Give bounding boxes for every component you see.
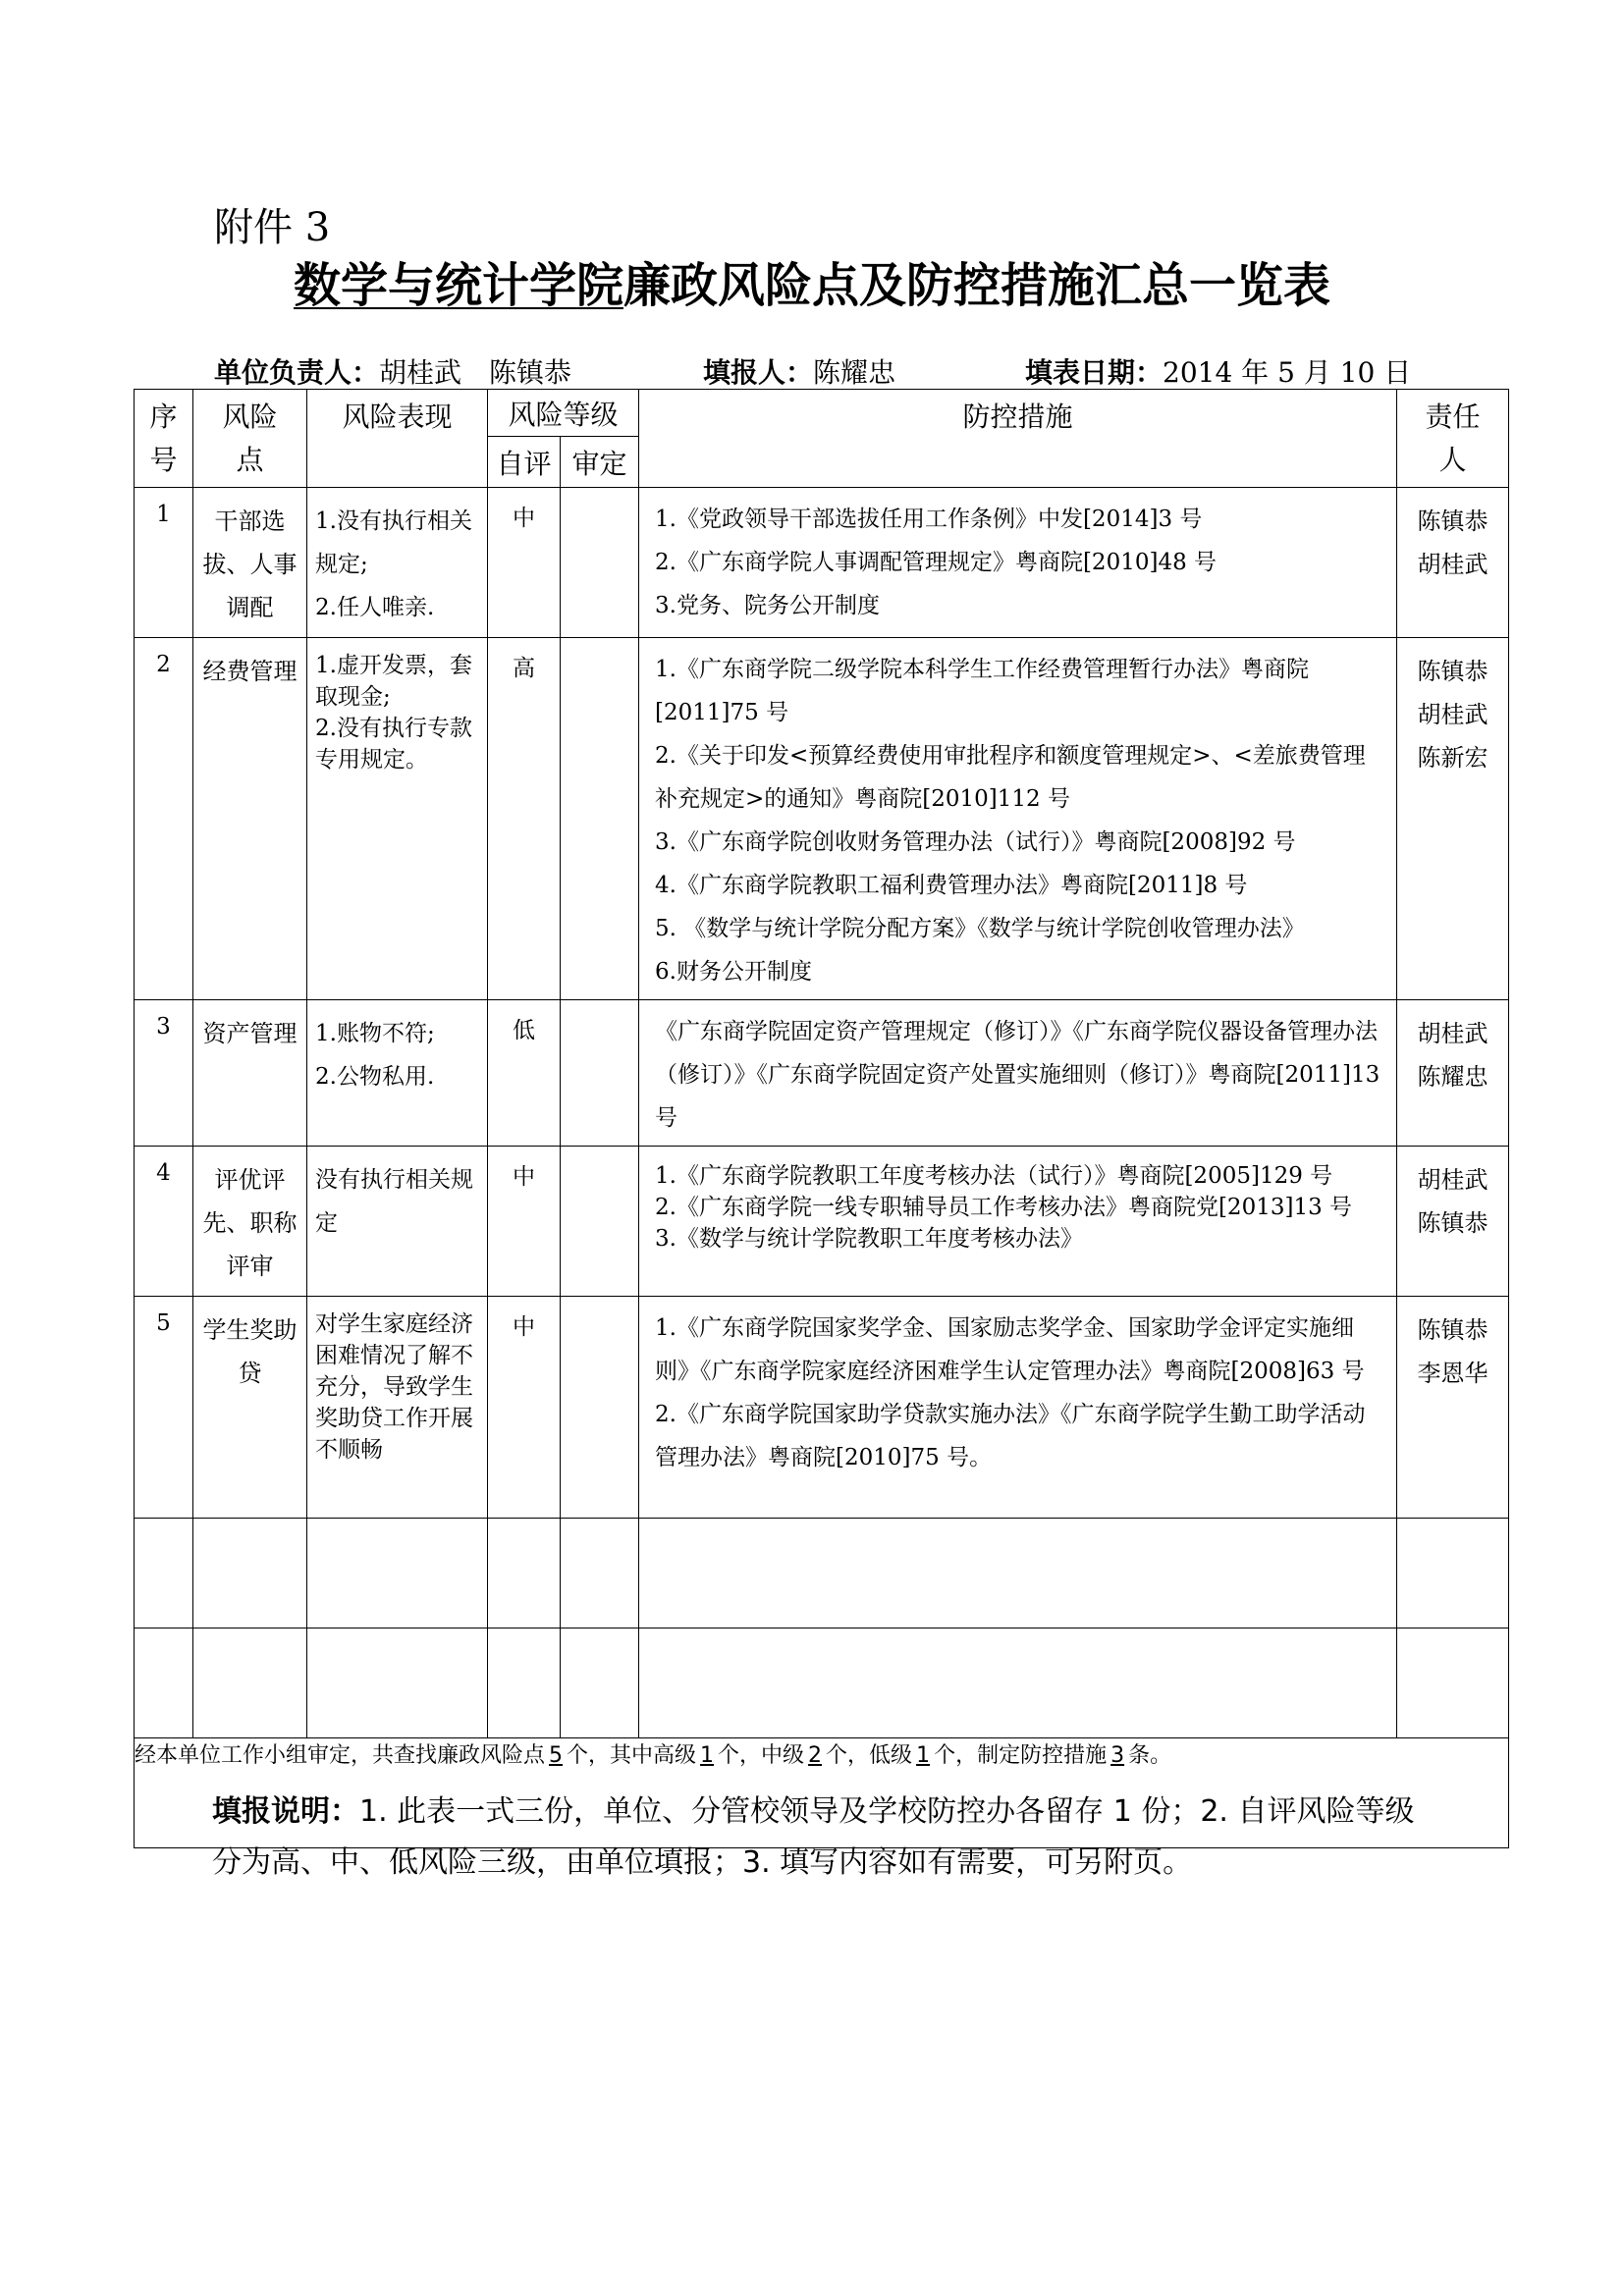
- reporter: [703, 351, 895, 391]
- responsible-text: 胡桂武 陈耀忠: [1417, 1020, 1489, 1091]
- risk-point-text: 评优评先、职称评审: [202, 1166, 298, 1280]
- header-measures: 防控措施: [639, 390, 1397, 488]
- row-responsible: [1397, 488, 1509, 638]
- header-self-eval: 自评: [488, 437, 561, 488]
- header-review: 审定: [561, 437, 639, 488]
- row-review: [561, 1297, 639, 1519]
- row-measures: [639, 1000, 1397, 1147]
- title-rest: 廉政风险点及防控措施汇总一览表: [623, 258, 1331, 313]
- row-self-eval: 高: [488, 638, 561, 1000]
- row-review: [561, 1147, 639, 1297]
- row-risk-point: [193, 1000, 307, 1147]
- reporter-label: 填报人：: [703, 356, 814, 389]
- measure-item: 1.《广东商学院国家奖学金、国家励志奖学金、国家助学金评定实施细则》《广东商学院家庭经济困难学生认定管理办法》粤商院[2008]63 号: [655, 1315, 1365, 1384]
- header-risk-level: 风险等级: [488, 390, 639, 437]
- unit-head-names: 胡桂武 陈镇恭: [379, 356, 572, 389]
- table-row: [135, 1297, 1509, 1519]
- date-label: 填表日期：: [1025, 356, 1164, 389]
- summary-row: 经本单位工作小组审定，共查找廉政风险点 5 个，其中高级 1 个，中级 2 个，低级 1 个，制定防控措施 3 条。: [135, 1738, 1509, 1848]
- row-manifestation: [307, 638, 488, 1000]
- row-self-eval: 中: [488, 1297, 561, 1519]
- row-risk-point: [193, 1297, 307, 1519]
- row-no: 1: [135, 488, 193, 638]
- responsible-text: 胡桂武 陈镇恭: [1417, 1166, 1489, 1237]
- manifestation-text: 对学生家庭经济困难情况了解不充分，导致学生奖助贷工作开展不顺畅: [315, 1311, 473, 1463]
- measure-item: 4.《广东商学院教职工福利费管理办法》粤商院[2011]8 号: [655, 873, 1248, 898]
- row-self-eval: 中: [488, 488, 561, 638]
- summary-high: 1: [700, 1743, 715, 1768]
- manifestation-text: 1.虚开发票，套取现金; 2.没有执行专款专用规定。: [315, 653, 472, 773]
- measure-item: 2.《广东商学院国家助学贷款实施办法》《广东商学院学生勤工助学活动管理办法》粤商院[2010]75 号。: [655, 1402, 1366, 1470]
- measure-item: 《广东商学院固定资产管理规定（修订）》《广东商学院仪器设备管理办法（修订）》《广东商学院固定资产处置实施细则（修订）》粤商院[2011]13 号: [655, 1019, 1380, 1131]
- row-manifestation: [307, 488, 488, 638]
- note-text: 1. 此表一式三份，单位、分管校领导及学校防控办各留存 1 份；2. 自评风险等级分为高、中、低风险三级，由单位填报；3. 填写内容如有需要，可另附页。: [212, 1794, 1415, 1880]
- manifestation-text: 没有执行相关规定: [315, 1167, 473, 1236]
- row-responsible: [1397, 638, 1509, 1000]
- unit-head-label: 单位负责人：: [214, 356, 380, 389]
- row-responsible: [1397, 1000, 1509, 1147]
- measure-item: 1.《广东商学院教职工年度考核办法（试行）》粤商院[2005]129 号: [655, 1163, 1333, 1189]
- row-risk-point: [193, 1147, 307, 1297]
- risk-point-text: 资产管理: [202, 1020, 298, 1047]
- measure-item: 2.《广东商学院人事调配管理规定》粤商院[2010]48 号: [655, 550, 1218, 575]
- measure-item: 5. 《数学与统计学院分配方案》《数学与统计学院创收管理办法》: [655, 916, 1305, 941]
- risk-rows: [135, 488, 1509, 1519]
- measure-item: 1.《广东商学院二级学院本科学生工作经费管理暂行办法》粤商院[2011]75 号: [655, 657, 1309, 725]
- header-manifestation: 风险表现: [307, 390, 488, 488]
- row-self-eval: 低: [488, 1000, 561, 1147]
- unit-head: [214, 351, 571, 391]
- row-risk-point: [193, 488, 307, 638]
- summary-total: 5: [549, 1743, 564, 1768]
- measure-item: 1.《党政领导干部选拔任用工作条例》中发[2014]3 号: [655, 507, 1203, 532]
- row-risk-point: [193, 638, 307, 1000]
- header-responsible: 责任人: [1397, 390, 1509, 488]
- risk-point-text: 学生奖助贷: [202, 1316, 298, 1387]
- manifestation-text: 1.没有执行相关规定; 2.任人唯亲.: [315, 508, 472, 620]
- summary-low: 1: [916, 1743, 931, 1768]
- manifestation-text: 1.账物不符; 2.公物私用.: [315, 1021, 435, 1090]
- reporter-name: 陈耀忠: [813, 356, 896, 389]
- note-label: 填报说明：: [212, 1794, 359, 1829]
- measure-item: 6.财务公开制度: [655, 959, 812, 985]
- empty-row: [135, 1519, 1509, 1629]
- risk-point-text: 经费管理: [202, 658, 298, 685]
- row-manifestation: [307, 1297, 488, 1519]
- summary-measures: 3: [1110, 1743, 1125, 1768]
- date-value: 2014 年 5 月 10 日: [1163, 356, 1412, 389]
- row-review: [561, 638, 639, 1000]
- measure-item: 2.《关于印发<预算经费使用审批程序和额度管理规定>、<差旅费管理补充规定>的通知》粤商院[2010]112 号: [655, 743, 1366, 812]
- row-measures: [639, 1147, 1397, 1297]
- row-review: [561, 488, 639, 638]
- table-row: [135, 488, 1509, 638]
- row-responsible: [1397, 1147, 1509, 1297]
- row-no: 5: [135, 1297, 193, 1519]
- row-no: 2: [135, 638, 193, 1000]
- risk-point-text: 干部选拔、人事调配: [202, 507, 298, 621]
- responsible-text: 陈镇恭 胡桂武: [1417, 507, 1489, 578]
- fill-date: [1025, 351, 1411, 391]
- responsible-text: 陈镇恭 胡桂武 陈新宏: [1417, 658, 1489, 772]
- row-measures: [639, 1297, 1397, 1519]
- summary-mid: 2: [808, 1743, 823, 1768]
- attachment-label: 附件 3: [214, 205, 331, 250]
- row-measures: [639, 488, 1397, 638]
- empty-row: [135, 1629, 1509, 1738]
- row-no: 3: [135, 1000, 193, 1147]
- table-row: [135, 1000, 1509, 1147]
- page-title: [0, 247, 1624, 315]
- row-responsible: [1397, 1297, 1509, 1519]
- header-risk-point: 风险点: [193, 390, 307, 488]
- measure-item: 3.《广东商学院创收财务管理办法（试行）》粤商院[2008]92 号: [655, 829, 1296, 855]
- row-manifestation: [307, 1147, 488, 1297]
- table-row: [135, 1147, 1509, 1297]
- risk-table: [134, 389, 1509, 1848]
- measure-item: 2.《广东商学院一线专职辅导员工作考核办法》粤商院党[2013]13 号: [655, 1195, 1353, 1220]
- row-manifestation: [307, 1000, 488, 1147]
- table-row: [135, 638, 1509, 1000]
- title-underlined-part: 数学与统计学院: [293, 258, 623, 313]
- header-no: 序号: [135, 390, 193, 488]
- filling-instructions: [212, 1787, 1439, 1889]
- row-no: 4: [135, 1147, 193, 1297]
- measure-item: 3.《数学与统计学院教职工年度考核办法》: [655, 1226, 1083, 1252]
- row-self-eval: 中: [488, 1147, 561, 1297]
- row-measures: [639, 638, 1397, 1000]
- row-review: [561, 1000, 639, 1147]
- measure-item: 3.党务、院务公开制度: [655, 593, 880, 618]
- responsible-text: 陈镇恭 李恩华: [1417, 1316, 1489, 1387]
